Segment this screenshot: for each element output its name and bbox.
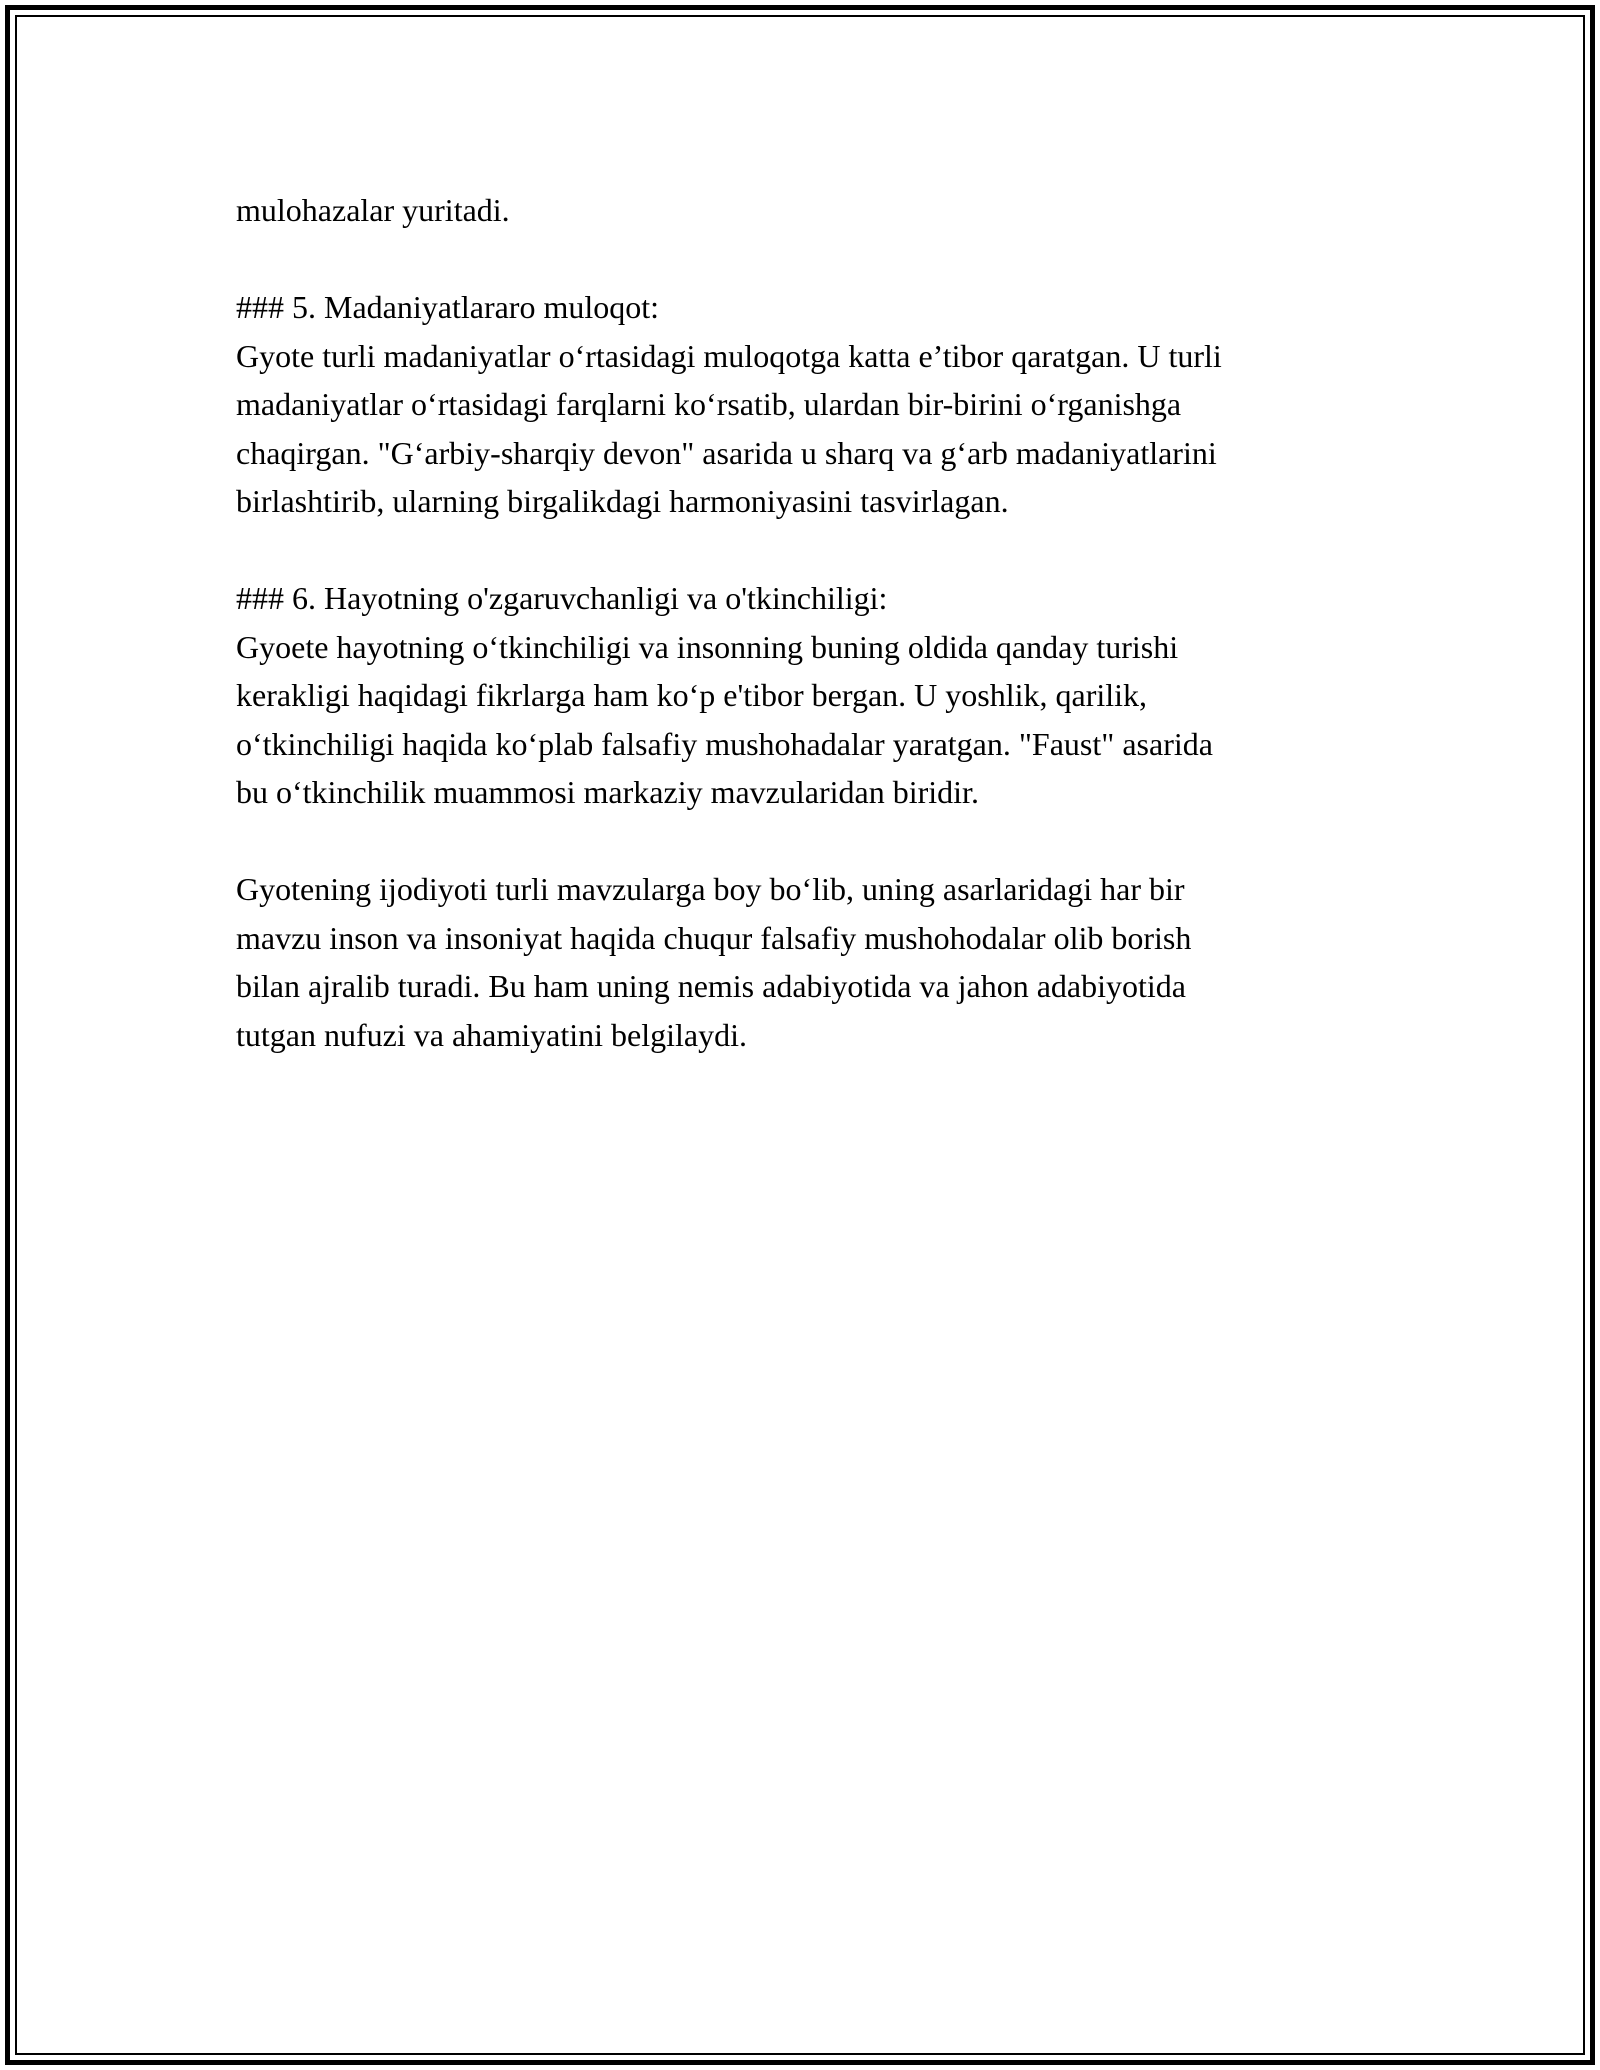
section-5-text-line: Gyote turli madaniyatlar o‘rtasidagi muloqotga katta e’tibor qaratgan. U turli xyxy=(236,337,1222,374)
section-6-heading: ### 6. Hayotning o'zgaruvchanligi va o'tkinchiligi: xyxy=(236,580,888,616)
section-6-text-line: bu o‘tkinchilik muammosi markaziy mavzularidan biridir. xyxy=(236,774,979,810)
conclusion-text-line: tutgan nufuzi va ahamiyatini belgilaydi. xyxy=(236,1016,747,1053)
section-6-text-line: kerakligi haqidagi fikrlarga ham ko‘p e'tibor bergan. U yoshlik, qarilik, xyxy=(236,677,1148,713)
blank-line xyxy=(236,817,1386,866)
section-5-text-line: madaniyatlar o‘rtasidagi farqlarni ko‘rsatib, ulardan bir-birini o‘rganishga xyxy=(236,386,1182,422)
document-body xyxy=(236,186,1386,1059)
conclusion-text-line: bilan ajralib turadi. Bu ham uning nemis adabiyotida va jahon adabiyotida xyxy=(236,968,1186,1004)
blank-line xyxy=(236,526,1386,575)
conclusion-text-line: Gyotening ijodiyoti turli mavzularga boy bo‘lib, uning asarlaridagi har bir xyxy=(236,871,1185,907)
section-5-text-line: chaqirgan. "G‘arbiy-sharqiy devon" asarida u sharq va g‘arb madaniyatlarini xyxy=(236,434,1217,471)
section-6-text-line: o‘tkinchiligi haqida ko‘plab falsafiy mushohadalar yaratgan. "Faust" asarida xyxy=(236,725,1213,762)
blank-line xyxy=(236,235,1386,284)
section-5-heading: ### 5. Madaniyatlararo muloqot: xyxy=(236,289,660,325)
paragraph-continuation-line: mulohazalar yuritadi. xyxy=(236,192,510,228)
conclusion-text-line: mavzu inson va insoniyat haqida chuqur falsafiy mushohodalar olib borish xyxy=(236,919,1192,956)
section-6-text-line: Gyoete hayotning o‘tkinchiligi va insonning buning oldida qanday turishi xyxy=(236,628,1179,665)
section-5-text-line: birlashtirib, ularning birgalikdagi harmoniyasini tasvirlagan. xyxy=(236,483,1009,519)
